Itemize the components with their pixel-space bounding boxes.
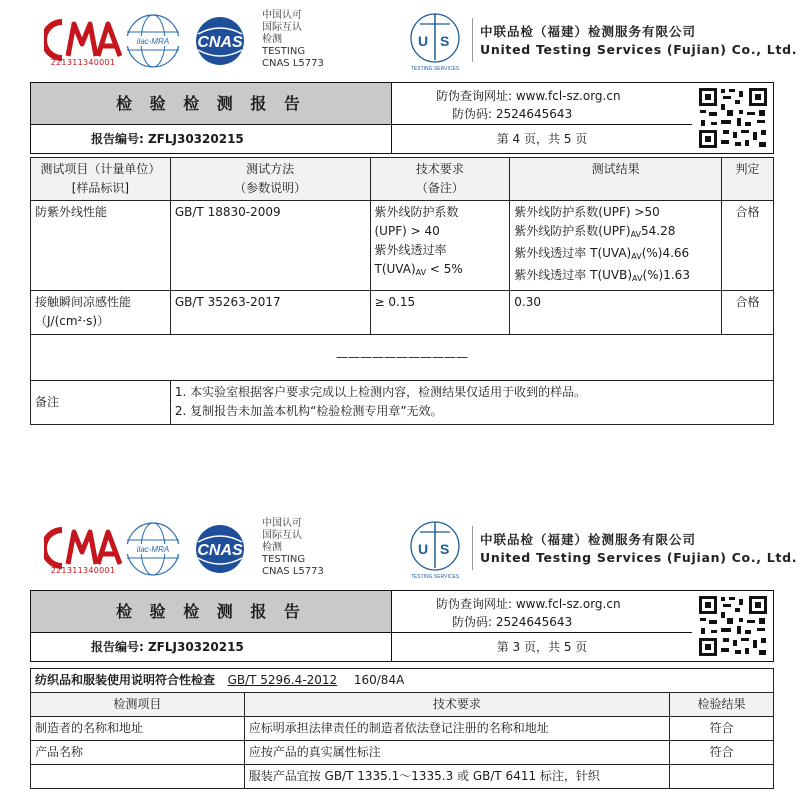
logo-bar [0, 0, 800, 80]
report-page-3 [0, 508, 800, 800]
verify-cell [392, 83, 692, 125]
cnas-logo [184, 522, 256, 576]
svg-text:ilac-MRA: ilac-MRA [136, 37, 170, 46]
row-verdict: 合格 [722, 201, 774, 291]
verify-url: 防伪查询网址: www.fcl-sz.org.cn [436, 597, 621, 611]
row-result: 紫外线防护系数(UPF) >50 紫外线防护系数$(UPF)_{AV}54.28$ 紫外线透过率 $T(UVA)_{AV}(\%)4.66$ 紫外线透过率 $T(UVB)_{AV}(\%)1.63$ [510, 201, 722, 291]
result-table [30, 157, 774, 425]
company-name-cn: 中联品检（福建）检测服务有限公司 [480, 24, 697, 39]
remark-row [31, 381, 774, 425]
svg-text:U: U [418, 33, 429, 49]
divider [472, 526, 473, 570]
cma-number: 221311340001 [50, 58, 116, 67]
uts-logo [404, 8, 466, 72]
table-row [31, 201, 774, 291]
header-result: 测试结果 [510, 158, 722, 201]
empty-mark: ——————————— [31, 335, 774, 381]
table-header-row [31, 693, 774, 717]
table-row: 产品名称 应按产品的真实属性标注 符合 [31, 741, 774, 765]
report-header [30, 590, 774, 662]
verify-code: 防伪码: 2524645643 [452, 107, 573, 121]
cma-logo [44, 524, 122, 572]
company-name-en: United Testing Services (Fujian) Co., Ltd. [480, 550, 798, 565]
verify-cell [392, 591, 692, 633]
svg-text:U: U [418, 541, 429, 557]
uts-logo [404, 516, 466, 580]
row-requirement: ≥ 0.15 [370, 291, 510, 335]
svg-text:S: S [440, 541, 450, 557]
row-verdict: 合格 [722, 291, 774, 335]
report-title: 检 验 检 测 报 告 [116, 94, 306, 113]
header-requirement: 技术要求 [244, 693, 669, 717]
row-result: 0.30 [510, 291, 722, 335]
row-requirement: 紫外线防护系数 (UPF) > 40 紫外线透过率 $T(UVA)_{AV} < 5\%$ [370, 201, 510, 291]
accreditation-text: 中国认可 国际互认 检测 TESTING CNAS L5773 [262, 518, 324, 577]
row-item: 防紫外线性能 [31, 201, 171, 291]
header-item: 测试项目（计量单位） [样品标识] [31, 158, 171, 201]
row-method: GB/T 18830-2009 [170, 201, 370, 291]
ilac-mra-logo [122, 12, 184, 70]
svg-text:ilac-MRA: ilac-MRA [136, 545, 170, 554]
svg-text:CNAS: CNAS [197, 542, 243, 559]
table-row: 服装产品宜按 GB/T 1335.1～1335.3 或 GB/T 6411 标注，针织 [31, 765, 774, 789]
svg-text:TESTING SERVICES: TESTING SERVICES [410, 66, 460, 72]
page-info: 第 3 页，共 5 页 [496, 640, 588, 654]
report-number: 报告编号: ZFLJ30320215 [31, 125, 392, 153]
company-name-cn: 中联品检（福建）检测服务有限公司 [480, 532, 697, 547]
remark-label: 备注 [31, 381, 171, 425]
table-row [31, 291, 774, 335]
divider [472, 18, 473, 62]
header-result: 检验结果 [670, 693, 774, 717]
logo-bar [0, 508, 800, 588]
cnas-logo [184, 14, 256, 68]
section-title-row [31, 669, 774, 693]
ilac-mra-logo [122, 520, 184, 578]
svg-text:CNAS: CNAS [197, 34, 243, 51]
row-item: 接触瞬间凉感性能 （J/(cm²·s)） [31, 291, 171, 335]
qr-code[interactable] [697, 86, 769, 150]
qr-code[interactable] [697, 594, 769, 658]
empty-row [31, 335, 774, 381]
cma-number: 221311340001 [50, 566, 116, 575]
report-header [30, 82, 774, 154]
report-title: 检 验 检 测 报 告 [116, 602, 306, 621]
report-number: 报告编号: ZFLJ30320215 [31, 633, 392, 661]
remark-text: 1. 本实验室根据客户要求完成以上检测内容，检测结果仅适用于收到的样品。 2. 复制报告未加盖本机构“检验检测专用章”无效。 [170, 381, 773, 425]
verify-url: 防伪查询网址: www.fcl-sz.org.cn [436, 89, 621, 103]
page-info: 第 4 页，共 5 页 [496, 132, 588, 146]
accreditation-text: 中国认可 国际互认 检测 TESTING CNAS L5773 [262, 10, 324, 69]
cma-logo [44, 16, 122, 64]
svg-text:S: S [440, 33, 450, 49]
header-item: 检测项目 [31, 693, 245, 717]
table-row: 制造者的名称和地址 应标明承担法律责任的制造者依法登记注册的名称和地址 符合 [31, 717, 774, 741]
compliance-table [30, 668, 774, 789]
row-method: GB/T 35263-2017 [170, 291, 370, 335]
section-title: 纺织品和服装使用说明符合性检查 GB/T 5296.4-2012 160/84A [31, 669, 774, 693]
verify-code: 防伪码: 2524645643 [452, 615, 573, 629]
header-requirement: 技术要求 （备注） [370, 158, 510, 201]
header-verdict: 判定 [722, 158, 774, 201]
header-method: 测试方法 （参数说明） [170, 158, 370, 201]
table-header-row [31, 158, 774, 201]
svg-text:TESTING SERVICES: TESTING SERVICES [410, 574, 460, 580]
company-name-en: United Testing Services (Fujian) Co., Ltd. [480, 42, 798, 57]
